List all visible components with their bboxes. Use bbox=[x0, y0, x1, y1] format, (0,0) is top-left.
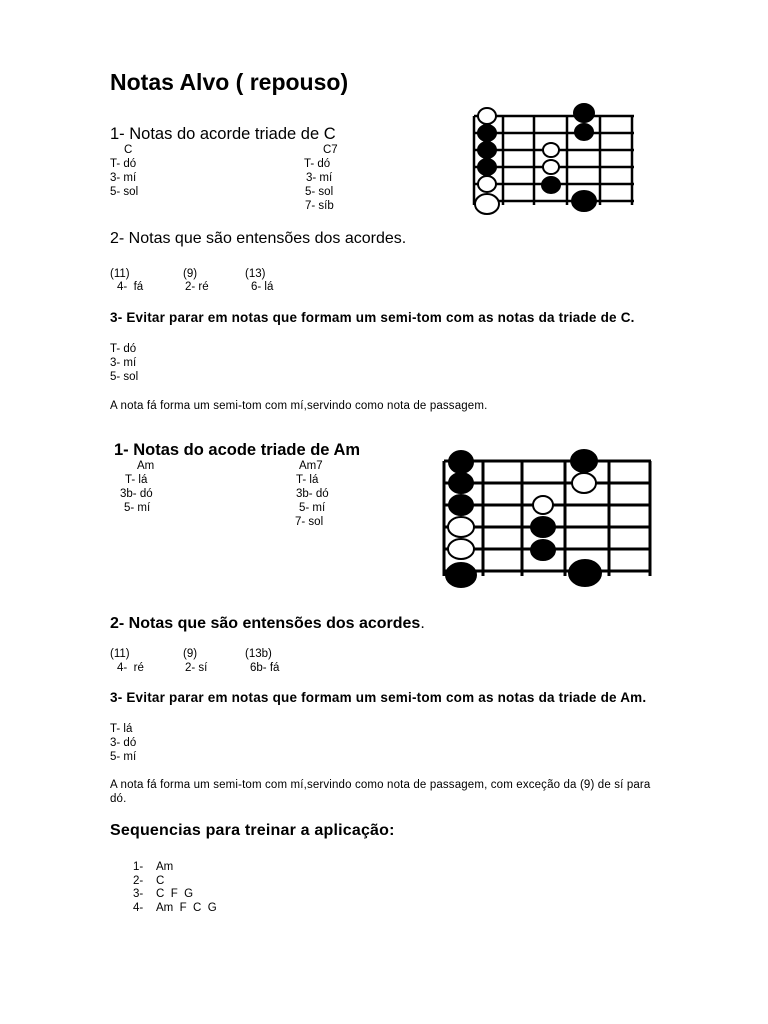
c-tonic: T- dó bbox=[110, 158, 137, 170]
am-tonic: T- lá bbox=[125, 474, 148, 486]
filled-note-marker bbox=[531, 517, 555, 537]
open-note-marker bbox=[448, 517, 474, 537]
am-ext-note-si: 2- sí bbox=[185, 662, 208, 674]
fretboard-diagram-c bbox=[470, 104, 640, 214]
am-chord-name: Am bbox=[137, 460, 155, 472]
am-third: 3b- dó bbox=[120, 488, 153, 500]
am-ext-degree-11: (11) bbox=[110, 648, 130, 660]
section-am-note-line-2: dó. bbox=[110, 793, 127, 805]
open-note-marker bbox=[533, 496, 553, 514]
section-c-extensions-heading: 2- Notas que são entensões dos acordes. bbox=[110, 230, 407, 247]
filled-note-marker bbox=[542, 177, 560, 193]
section-am-heading: 1- Notas do acode triade de Am bbox=[114, 441, 361, 459]
c-fifth: 5- sol bbox=[110, 186, 139, 198]
am7-tonic: T- lá bbox=[296, 474, 319, 486]
filled-note-marker bbox=[449, 495, 473, 515]
c-ext-note-la: 6- lá bbox=[251, 281, 274, 293]
c7-third: 3- mí bbox=[306, 172, 333, 184]
c-ext-note-re: 2- ré bbox=[185, 281, 209, 293]
filled-note-marker bbox=[478, 125, 496, 141]
c-ext-degree-13: (13) bbox=[245, 268, 266, 280]
am7-third: 3b- dó bbox=[296, 488, 329, 500]
sequence-number-3: 3- bbox=[133, 888, 144, 900]
sequence-number-4: 4- bbox=[133, 902, 144, 914]
am-avoid-third: 3- dó bbox=[110, 737, 137, 749]
am7-fifth: 5- mí bbox=[299, 502, 326, 514]
am7-chord-name: Am7 bbox=[299, 460, 323, 472]
filled-note-marker bbox=[478, 142, 496, 158]
filled-note-marker bbox=[449, 451, 473, 473]
am-ext-degree-9: (9) bbox=[183, 648, 198, 660]
c-avoid-fifth: 5- sol bbox=[110, 371, 139, 383]
sequence-item-1: Am bbox=[156, 861, 174, 873]
am-avoid-tonic: T- lá bbox=[110, 723, 133, 735]
filled-note-marker bbox=[572, 191, 596, 211]
section-c-heading: 1- Notas do acorde triade de C bbox=[110, 125, 336, 143]
open-note-marker bbox=[478, 108, 496, 124]
filled-note-marker bbox=[531, 540, 555, 560]
sequences-heading: Sequencias para treinar a aplicação: bbox=[110, 822, 395, 839]
section-c-note: A nota fá forma um semi-tom com mí,servindo como nota de passagem. bbox=[110, 400, 488, 412]
c-third: 3- mí bbox=[110, 172, 137, 184]
sequence-number-1: 1- bbox=[133, 861, 144, 873]
c-ext-degree-11: (11) bbox=[110, 268, 130, 280]
am-ext-note-fa: 6b- fá bbox=[250, 662, 280, 674]
c7-fifth: 5- sol bbox=[305, 186, 334, 198]
c7-seventh: 7- síb bbox=[305, 200, 334, 212]
am-avoid-fifth: 5- mí bbox=[110, 751, 137, 763]
section-am-note-line-1: A nota fá forma um semi-tom com mí,servindo como nota de passagem, com exceção da (9) de sí para bbox=[110, 779, 651, 791]
c-ext-degree-9: (9) bbox=[183, 268, 198, 280]
open-note-marker bbox=[448, 539, 474, 559]
section-am-extensions-heading bbox=[110, 616, 425, 632]
sequence-item-3: C F G bbox=[156, 888, 194, 900]
filled-note-marker bbox=[569, 560, 601, 586]
sequence-number-2: 2- bbox=[133, 875, 144, 887]
sequence-item-2: C bbox=[156, 875, 165, 887]
open-note-marker bbox=[475, 194, 499, 214]
filled-note-marker bbox=[446, 563, 476, 587]
filled-note-marker bbox=[449, 473, 473, 493]
page-title: Notas Alvo ( repouso) bbox=[110, 69, 349, 95]
am-ext-degree-13b: (13b) bbox=[245, 648, 272, 660]
section-am-extensions-heading-dot: . bbox=[420, 615, 425, 632]
c-ext-note-fa: 4- fá bbox=[117, 281, 144, 293]
am-ext-note-re: 4- ré bbox=[117, 662, 144, 674]
section-am-extensions-heading-text: 2- Notas que são entensões dos acordes bbox=[110, 615, 421, 632]
c-avoid-tonic: T- dó bbox=[110, 343, 137, 355]
sequence-item-4: Am F C G bbox=[156, 902, 217, 914]
section-c-avoid-heading: 3- Evitar parar em notas que formam um semi-tom com as notas da triade de C. bbox=[110, 310, 635, 325]
filled-note-marker bbox=[574, 104, 594, 122]
open-note-marker bbox=[478, 176, 496, 192]
open-note-marker bbox=[543, 143, 559, 157]
c7-tonic: T- dó bbox=[304, 158, 331, 170]
am7-seventh: 7- sol bbox=[295, 516, 324, 528]
filled-note-marker bbox=[478, 159, 496, 175]
open-note-marker bbox=[543, 160, 559, 174]
c-chord-name: C bbox=[124, 144, 133, 156]
c-avoid-third: 3- mí bbox=[110, 357, 137, 369]
open-note-marker bbox=[572, 473, 596, 493]
section-am-avoid-heading: 3- Evitar parar em notas que formam um semi-tom com as notas da triade de Am. bbox=[110, 690, 647, 705]
filled-note-marker bbox=[571, 450, 597, 472]
c7-chord-name: C7 bbox=[323, 144, 338, 156]
fretboard-diagram-am bbox=[440, 448, 655, 588]
filled-note-marker bbox=[575, 124, 593, 140]
am-fifth: 5- mí bbox=[124, 502, 151, 514]
